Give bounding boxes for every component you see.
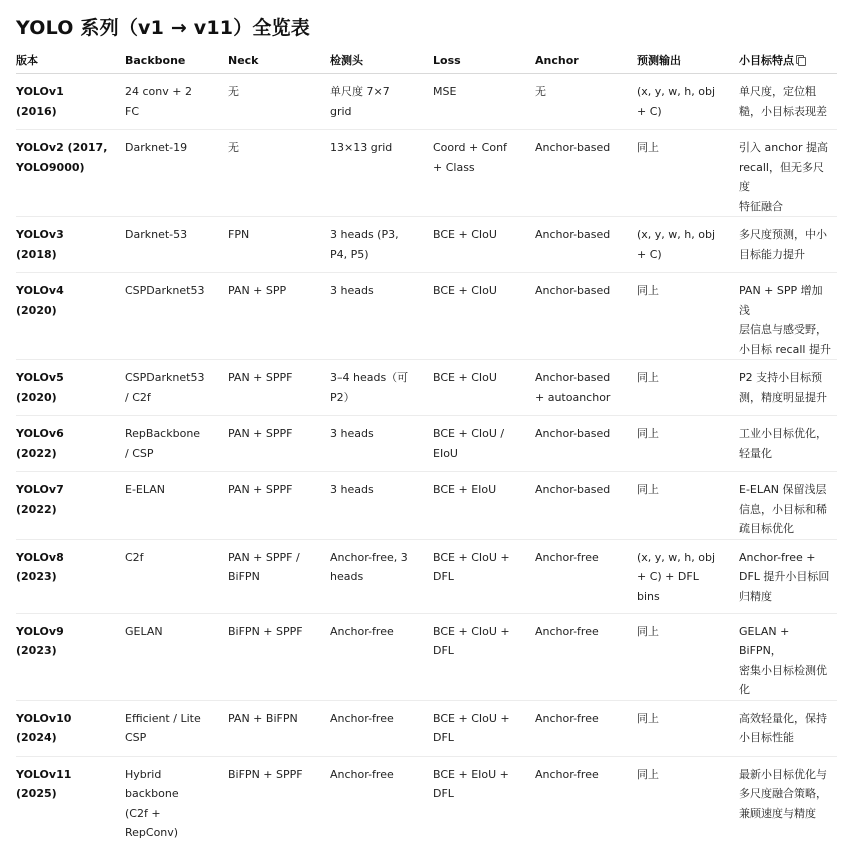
cell-text: BiFPN + SPPF [228,622,326,642]
table-row [16,472,837,540]
cell-text: 糙，小目标表现差 [739,102,833,122]
cell-text: 小目标 recall 提升 [739,340,833,360]
cell-text: Anchor-free [535,548,633,568]
backbone-cell [125,613,228,700]
cell-text: 高效轻量化，保持 [739,709,833,729]
cell-text: 无 [228,138,326,158]
cell-text: BCE + CIoU + [433,709,531,729]
backbone-cell [125,700,228,756]
header-neck: Neck [228,48,330,74]
header-detection-head: 检测头 [330,48,433,74]
cell-text: Anchor-based [535,368,633,388]
cell-text: GELAN [125,622,224,642]
cell-text: DFL [433,641,531,661]
cell-text: 3 heads (P3, [330,225,429,245]
cell-text: (2022) [16,500,121,520]
cell-text: P2 支持小目标预 [739,368,833,388]
version-cell [16,700,125,756]
cell-text: 3 heads [330,480,429,500]
detection-head-cell [330,74,433,130]
cell-text: / C2f [125,388,224,408]
cell-text: 多尺度融合策略， [739,784,833,804]
loss-cell [433,74,535,130]
cell-text: bins [637,587,735,607]
loss-cell [433,360,535,416]
cell-text: PAN + SPPF [228,424,326,444]
cell-text: DFL [433,567,531,587]
cell-text: (x, y, w, h, obj [637,82,735,102]
cell-text: Anchor-based [535,281,633,301]
detection-head-cell [330,217,433,273]
detection-head-cell [330,539,433,613]
neck-cell [228,360,330,416]
header-version: 版本 [16,48,125,74]
cell-text: Efficient / Lite [125,709,224,729]
cell-text: P4, P5) [330,245,429,265]
cell-text: (C2f + [125,804,224,824]
cell-text: 单尺度 7×7 [330,82,429,102]
table-row [16,217,837,273]
loss-cell [433,756,535,846]
cell-text: 同上 [637,765,735,785]
cell-text: 工业小目标优化， [739,424,833,444]
version-cell [16,273,125,360]
cell-text: + C) [637,102,735,122]
backbone-cell [125,74,228,130]
cell-text: (x, y, w, h, obj [637,548,735,568]
detection-head-cell [330,360,433,416]
anchor-cell [535,613,637,700]
prediction-output-cell [637,130,739,217]
backbone-cell [125,539,228,613]
cell-text: 引入 anchor 提高 [739,138,833,158]
cell-text: 化 [739,680,833,700]
prediction-output-cell [637,539,739,613]
cell-text: Anchor-free, 3 [330,548,429,568]
cell-text: YOLOv3 [16,225,121,245]
backbone-cell [125,217,228,273]
version-cell [16,217,125,273]
cell-text: BCE + EIoU + [433,765,531,785]
cell-text: DFL 提升小目标回 [739,567,833,587]
cell-text: BiFPN + SPPF [228,765,326,785]
cell-text: 特征融合 [739,197,833,217]
cell-text: YOLOv1 [16,82,121,102]
anchor-cell [535,472,637,540]
loss-cell [433,416,535,472]
version-cell [16,416,125,472]
cell-text: (x, y, w, h, obj [637,225,735,245]
version-cell [16,130,125,217]
cell-text: CSP [125,728,224,748]
cell-text: BCE + CIoU [433,281,531,301]
detection-head-cell [330,756,433,846]
cell-text: Anchor-free [330,709,429,729]
cell-text: FC [125,102,224,122]
cell-text: Darknet-19 [125,138,224,158]
cell-text: Darknet-53 [125,225,224,245]
prediction-output-cell [637,756,739,846]
cell-text: (2020) [16,388,121,408]
cell-text: Anchor-free [330,622,429,642]
cell-text: 24 conv + 2 [125,82,224,102]
cell-text: DFL [433,728,531,748]
cell-text: PAN + SPPF / [228,548,326,568]
anchor-cell [535,273,637,360]
neck-cell [228,472,330,540]
header-prediction-output: 预测输出 [637,48,739,74]
cell-text: 目标能力提升 [739,245,833,265]
cell-text: 最新小目标优化与 [739,765,833,785]
cell-text: YOLOv2 (2017, [16,138,121,158]
table-body [16,74,837,846]
cell-text: + Class [433,158,531,178]
neck-cell [228,416,330,472]
cell-text: C2f [125,548,224,568]
cell-text: (2016) [16,102,121,122]
small-object-cell [739,273,837,360]
neck-cell [228,130,330,217]
cell-text: (2018) [16,245,121,265]
cell-text: CSPDarknet53 [125,281,224,301]
anchor-cell [535,217,637,273]
table-row [16,756,837,846]
cell-text: grid [330,102,429,122]
cell-text: Anchor-free [535,622,633,642]
detection-head-cell [330,130,433,217]
cell-text: Anchor-free [535,765,633,785]
table-row [16,360,837,416]
prediction-output-cell [637,472,739,540]
neck-cell [228,217,330,273]
cell-text: 小目标性能 [739,728,833,748]
cell-text: 层信息与感受野， [739,320,833,340]
anchor-cell [535,700,637,756]
cell-text: YOLOv11 [16,765,121,785]
cell-text: Anchor-based [535,480,633,500]
cell-text: BCE + EIoU [433,480,531,500]
cell-text: (2023) [16,567,121,587]
detection-head-cell [330,273,433,360]
small-object-cell [739,613,837,700]
cell-text: 密集小目标检测优 [739,661,833,681]
cell-text: YOLOv6 [16,424,121,444]
cell-text: 同上 [637,622,735,642]
prediction-output-cell [637,416,739,472]
version-cell [16,472,125,540]
cell-text: + C) [637,245,735,265]
cell-text: 3–4 heads（可 [330,368,429,388]
cell-text: YOLOv5 [16,368,121,388]
cell-text: (2022) [16,444,121,464]
header-loss: Loss [433,48,535,74]
prediction-output-cell [637,217,739,273]
cell-text: E-ELAN [125,480,224,500]
table-row [16,539,837,613]
small-object-cell [739,756,837,846]
cell-text: E-ELAN 保留浅层 [739,480,833,500]
cell-text: backbone [125,784,224,804]
neck-cell [228,700,330,756]
cell-text: BCE + CIoU + [433,622,531,642]
anchor-cell [535,360,637,416]
cell-text: BCE + CIoU [433,368,531,388]
loss-cell [433,472,535,540]
loss-cell [433,539,535,613]
neck-cell [228,273,330,360]
cell-text: Anchor-based [535,138,633,158]
page-title: YOLO 系列（v1 → v11）全览表 [16,14,310,42]
cell-text: 同上 [637,709,735,729]
anchor-cell [535,130,637,217]
cell-text: PAN + SPPF [228,480,326,500]
anchor-cell [535,416,637,472]
cell-text: YOLOv9 [16,622,121,642]
cell-text: RepBackbone [125,424,224,444]
backbone-cell [125,416,228,472]
cell-text: PAN + BiFPN [228,709,326,729]
cell-text: 同上 [637,424,735,444]
cell-text: 13×13 grid [330,138,429,158]
cell-text: 3 heads [330,281,429,301]
neck-cell [228,613,330,700]
cell-text: + autoanchor [535,388,633,408]
cell-text: / CSP [125,444,224,464]
cell-text: BCE + CIoU + [433,548,531,568]
cell-text: EIoU [433,444,531,464]
small-object-cell [739,74,837,130]
cell-text: 信息，小目标和稀 [739,500,833,520]
cell-text: YOLOv10 [16,709,121,729]
cell-text: YOLOv4 [16,281,121,301]
cell-text: BiFPN [228,567,326,587]
version-cell [16,74,125,130]
cell-text: YOLO9000) [16,158,121,178]
cell-text: Coord + Conf [433,138,531,158]
cell-text: PAN + SPP [228,281,326,301]
table-row [16,74,837,130]
cell-text: 单尺度，定位粗 [739,82,833,102]
cell-text: BCE + CIoU [433,225,531,245]
neck-cell [228,539,330,613]
cell-text: Anchor-free [535,709,633,729]
prediction-output-cell [637,700,739,756]
cell-text: Anchor-based [535,225,633,245]
small-object-cell [739,416,837,472]
cell-text: RepConv) [125,823,224,843]
cell-text: YOLOv8 [16,548,121,568]
version-cell [16,613,125,700]
small-object-cell [739,539,837,613]
loss-cell [433,273,535,360]
prediction-output-cell [637,74,739,130]
prediction-output-cell [637,273,739,360]
header-anchor: Anchor [535,48,637,74]
cell-text: 同上 [637,368,735,388]
cell-text: (2025) [16,784,121,804]
table-row [16,416,837,472]
table-row [16,130,837,217]
cell-text: + C) + DFL [637,567,735,587]
cell-text: Anchor-free + [739,548,833,568]
cell-text: 疏目标优化 [739,519,833,539]
cell-text: DFL [433,784,531,804]
cell-text: (2024) [16,728,121,748]
loss-cell [433,217,535,273]
cell-text: 轻量化 [739,444,833,464]
header-small-object: 小目标特点 [739,48,837,74]
cell-text: 归精度 [739,587,833,607]
cell-text: CSPDarknet53 [125,368,224,388]
cell-text: YOLOv7 [16,480,121,500]
cell-text: Anchor-based [535,424,633,444]
cell-text: Anchor-free [330,765,429,785]
copy-icon[interactable] [796,55,805,65]
cell-text: PAN + SPPF [228,368,326,388]
small-object-cell [739,700,837,756]
cell-text: 兼顾速度与精度 [739,804,833,824]
small-object-cell [739,360,837,416]
cell-text: 多尺度预测，中小 [739,225,833,245]
detection-head-cell [330,416,433,472]
neck-cell [228,74,330,130]
neck-cell [228,756,330,846]
anchor-cell [535,74,637,130]
cell-text: 同上 [637,281,735,301]
cell-text: 同上 [637,480,735,500]
table-row [16,700,837,756]
backbone-cell [125,756,228,846]
header-backbone: Backbone [125,48,228,74]
loss-cell [433,613,535,700]
small-object-cell [739,130,837,217]
cell-text: PAN + SPP 增加浅 [739,281,833,320]
table-header-row [16,48,837,74]
backbone-cell [125,273,228,360]
loss-cell [433,130,535,217]
small-object-cell [739,472,837,540]
anchor-cell [535,756,637,846]
cell-text: GELAN + BiFPN， [739,622,833,661]
cell-text: (2023) [16,641,121,661]
cell-text: 测，精度明显提升 [739,388,833,408]
anchor-cell [535,539,637,613]
cell-text: recall，但无多尺度 [739,158,833,197]
cell-text: 同上 [637,138,735,158]
prediction-output-cell [637,613,739,700]
detection-head-cell [330,613,433,700]
cell-text: MSE [433,82,531,102]
cell-text: FPN [228,225,326,245]
backbone-cell [125,472,228,540]
version-cell [16,360,125,416]
yolo-comparison-table [16,48,837,846]
cell-text: Hybrid [125,765,224,785]
cell-text: 无 [228,82,326,102]
prediction-output-cell [637,360,739,416]
cell-text: P2） [330,388,429,408]
detection-head-cell [330,472,433,540]
backbone-cell [125,130,228,217]
loss-cell [433,700,535,756]
detection-head-cell [330,700,433,756]
backbone-cell [125,360,228,416]
table-row [16,273,837,360]
small-object-cell [739,217,837,273]
cell-text: BCE + CIoU / [433,424,531,444]
cell-text: 3 heads [330,424,429,444]
table-row [16,613,837,700]
version-cell [16,539,125,613]
cell-text: (2020) [16,301,121,321]
cell-text: 无 [535,82,633,102]
cell-text: heads [330,567,429,587]
version-cell [16,756,125,846]
